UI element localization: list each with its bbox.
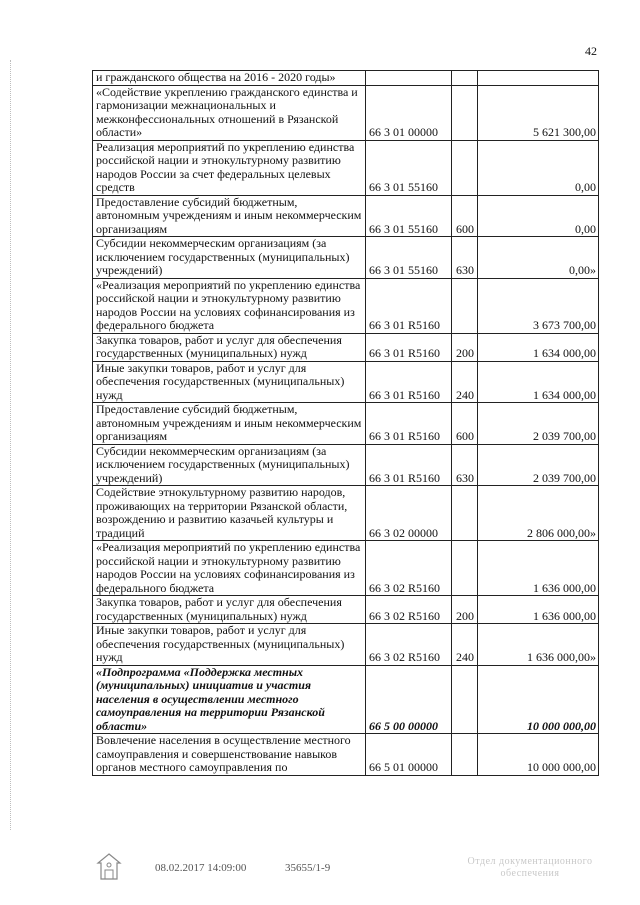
row-vr-cell (452, 278, 478, 333)
table-row (93, 541, 599, 596)
row-name-cell: Субсидии некоммерческим организациям (за исключением государственных (муниципальных) учреждений) (93, 237, 366, 279)
row-vr-cell: 240 (452, 624, 478, 666)
budget-table (92, 70, 599, 776)
table-row (93, 734, 599, 776)
row-name-cell: «Содействие укреплению гражданского единства и гармонизации межнациональных и межконфессиональных отношений в Рязанской области» (93, 85, 366, 140)
office-stamp (455, 856, 605, 880)
row-vr-cell (452, 85, 478, 140)
row-code-cell: 66 3 01 00000 (366, 85, 452, 140)
row-code-cell: 66 3 01 R5160 (366, 333, 452, 361)
budget-table-body (93, 71, 599, 776)
row-vr-cell (452, 140, 478, 195)
table-row (93, 624, 599, 666)
row-name-cell: Закупка товаров, работ и услуг для обеспечения государственных (муниципальных) нужд (93, 596, 366, 624)
footer-date: 08.02.2017 14:09:00 (155, 862, 247, 874)
row-name-cell: Закупка товаров, работ и услуг для обеспечения государственных (муниципальных) нужд (93, 333, 366, 361)
table-row (93, 444, 599, 486)
row-vr-cell (452, 734, 478, 776)
row-vr-cell: 240 (452, 361, 478, 403)
row-sum-cell: 10 000 000,00 (478, 665, 599, 734)
table-row (93, 361, 599, 403)
row-name-cell: и гражданского общества на 2016 - 2020 годы» (93, 71, 366, 86)
row-vr-cell: 600 (452, 195, 478, 237)
row-sum-cell: 5 621 300,00 (478, 85, 599, 140)
row-code-cell: 66 3 02 00000 (366, 486, 452, 541)
row-sum-cell: 1 634 000,00 (478, 333, 599, 361)
row-code-cell: 66 3 01 55160 (366, 237, 452, 279)
row-vr-cell: 200 (452, 596, 478, 624)
row-name-cell: Предоставление субсидий бюджетным, автономным учреждениям и иным некоммерческим организациям (93, 403, 366, 445)
table-row (93, 278, 599, 333)
row-name-cell: Содействие этнокультурному развитию народов, проживающих на территории Рязанской области, возрождению и развитию казачьей культуры и традиций (93, 486, 366, 541)
row-name-cell: Предоставление субсидий бюджетным, автономным учреждениям и иным некоммерческим организациям (93, 195, 366, 237)
row-sum-cell: 0,00 (478, 140, 599, 195)
table-row (93, 403, 599, 445)
row-code-cell (366, 71, 452, 86)
footer-doc-id: 35655/1-9 (285, 862, 331, 874)
row-name-cell: Субсидии некоммерческим организациям (за исключением государственных (муниципальных) учреждений) (93, 444, 366, 486)
row-sum-cell (478, 71, 599, 86)
row-vr-cell: 600 (452, 403, 478, 445)
row-vr-cell: 630 (452, 444, 478, 486)
row-name-cell: Вовлечение населения в осуществление местного самоуправления и совершенствование навыков органов местного самоуправления по (93, 734, 366, 776)
row-sum-cell: 1 636 000,00» (478, 624, 599, 666)
scan-edge (10, 60, 12, 830)
table-row (93, 140, 599, 195)
stamp-line-2: обеспечения (500, 868, 560, 879)
house-seal-icon (96, 852, 122, 882)
row-name-cell: «Реализация мероприятий по укреплению единства российской нации и этнокультурному развитию народов России на условиях софинансирования из федерального бюджета (93, 541, 366, 596)
row-vr-cell (452, 665, 478, 734)
table-row (93, 596, 599, 624)
row-name-cell: Иные закупки товаров, работ и услуг для обеспечения государственных (муниципальных) нужд (93, 361, 366, 403)
row-code-cell: 66 3 01 R5160 (366, 444, 452, 486)
row-name-cell: Иные закупки товаров, работ и услуг для обеспечения государственных (муниципальных) нужд (93, 624, 366, 666)
row-sum-cell: 10 000 000,00 (478, 734, 599, 776)
row-vr-cell (452, 71, 478, 86)
row-sum-cell: 1 634 000,00 (478, 361, 599, 403)
row-name-cell: «Подпрограмма «Поддержка местных (муниципальных) инициатив и участия населения в осуществлении местного самоуправления на территории Рязанской области» (93, 665, 366, 734)
row-code-cell: 66 3 02 R5160 (366, 541, 452, 596)
row-code-cell: 66 3 01 R5160 (366, 403, 452, 445)
row-code-cell: 66 3 02 R5160 (366, 624, 452, 666)
row-code-cell: 66 3 02 R5160 (366, 596, 452, 624)
row-code-cell: 66 3 01 R5160 (366, 278, 452, 333)
row-sum-cell: 3 673 700,00 (478, 278, 599, 333)
row-sum-cell: 0,00 (478, 195, 599, 237)
table-row (93, 195, 599, 237)
table-row (93, 486, 599, 541)
row-code-cell: 66 3 01 55160 (366, 195, 452, 237)
row-sum-cell: 1 636 000,00 (478, 541, 599, 596)
row-code-cell: 66 3 01 R5160 (366, 361, 452, 403)
row-sum-cell: 2 039 700,00 (478, 444, 599, 486)
row-sum-cell: 1 636 000,00 (478, 596, 599, 624)
table-row (93, 665, 599, 734)
row-vr-cell (452, 486, 478, 541)
row-sum-cell: 0,00» (478, 237, 599, 279)
row-code-cell: 66 3 01 55160 (366, 140, 452, 195)
row-name-cell: «Реализация мероприятий по укреплению единства российской нации и этнокультурному развитию народов России на условиях софинансирования из федерального бюджета (93, 278, 366, 333)
table-row (93, 85, 599, 140)
row-name-cell: Реализация мероприятий по укреплению единства российской нации и этнокультурному развитию народов России за счет федеральных целевых средств (93, 140, 366, 195)
table-row (93, 237, 599, 279)
page-number: 42 (585, 44, 597, 58)
row-code-cell: 66 5 01 00000 (366, 734, 452, 776)
row-vr-cell (452, 541, 478, 596)
row-vr-cell: 630 (452, 237, 478, 279)
row-sum-cell: 2 806 000,00» (478, 486, 599, 541)
row-sum-cell: 2 039 700,00 (478, 403, 599, 445)
row-code-cell: 66 5 00 00000 (366, 665, 452, 734)
stamp-line-1: Отдел документационного (467, 856, 593, 867)
row-vr-cell: 200 (452, 333, 478, 361)
table-row (93, 71, 599, 86)
table-row (93, 333, 599, 361)
